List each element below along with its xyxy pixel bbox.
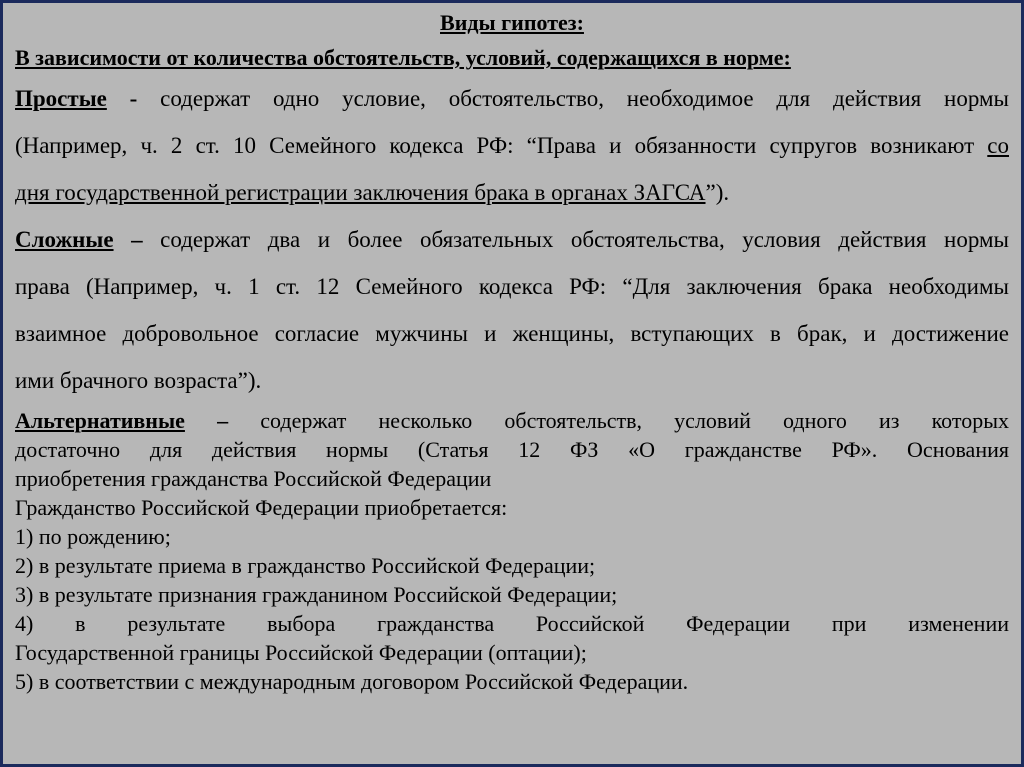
simple-hypothesis	[15, 75, 1009, 216]
alternative-line-1	[15, 406, 1009, 435]
simple-text-2-underlined: со	[987, 133, 1009, 158]
alternative-hypothesis	[15, 406, 1009, 696]
alternative-term: Альтернативные	[15, 408, 185, 433]
simple-line-2	[15, 122, 1009, 169]
alternative-dash: –	[184, 408, 261, 433]
slide-content	[3, 3, 1021, 764]
slide-title: Виды гипотез:	[440, 10, 584, 35]
list-item: 3) в результате признания гражданином Российской Федерации;	[15, 582, 618, 607]
alternative-text-1: содержат несколько обстоятельств, условий одного из которых	[260, 408, 1010, 433]
simple-text-1: содержат одно условие, обстоятельство, необходимое для действия нормы	[160, 86, 1009, 111]
alternative-line-2: достаточно для действия нормы (Статья 12 ФЗ «О гражданстве РФ». Основания	[15, 437, 1009, 462]
complex-term: Сложные	[15, 227, 114, 252]
simple-text-2: (Например, ч. 2 ст. 10 Семейного кодекса РФ: “Права и обязанности супругов возникают	[15, 133, 988, 158]
slide-subtitle: В зависимости от количества обстоятельств, условий, содержащихся в норме:	[15, 45, 791, 70]
list-item-4-line-1: 4) в результате выбора гражданства Российской Федерации при изменении	[15, 611, 1009, 636]
complex-line-1	[15, 216, 1009, 263]
complex-line-3: взаимное добровольное согласие мужчины и женщины, вступающих в брак, и достижение	[15, 321, 1009, 346]
list-item-5: 5) в соответствии с международным договором Российской Федерации.	[15, 669, 689, 694]
list-item: 1) по рождению;	[15, 524, 171, 549]
simple-line-1	[15, 75, 1009, 122]
simple-text-3-underlined: дня государственной регистрации заключения брака в органах ЗАГСА	[15, 180, 706, 205]
complex-line-4: ими брачного возраста”).	[15, 368, 262, 393]
list-item-4-line-2: Государственной границы Российской Федерации (оптации);	[15, 640, 587, 665]
alternative-line-3: приобретения гражданства Российской Федерации	[15, 466, 492, 491]
complex-text-1: содержат два и более обязательных обстоятельства, условия действия нормы	[160, 227, 1009, 252]
list-item: 2) в результате приема в гражданство Российской Федерации;	[15, 553, 596, 578]
complex-dash: –	[113, 227, 161, 252]
complex-line-2: права (Например, ч. 1 ст. 12 Семейного кодекса РФ: “Для заключения брака необходимы	[15, 274, 1009, 299]
alternative-line-4: Гражданство Российской Федерации приобретается:	[15, 495, 508, 520]
simple-line-3	[15, 169, 1009, 216]
complex-hypothesis	[15, 216, 1009, 404]
simple-text-3: ”).	[705, 180, 730, 205]
simple-dash: -	[106, 86, 161, 111]
simple-term: Простые	[15, 86, 107, 111]
